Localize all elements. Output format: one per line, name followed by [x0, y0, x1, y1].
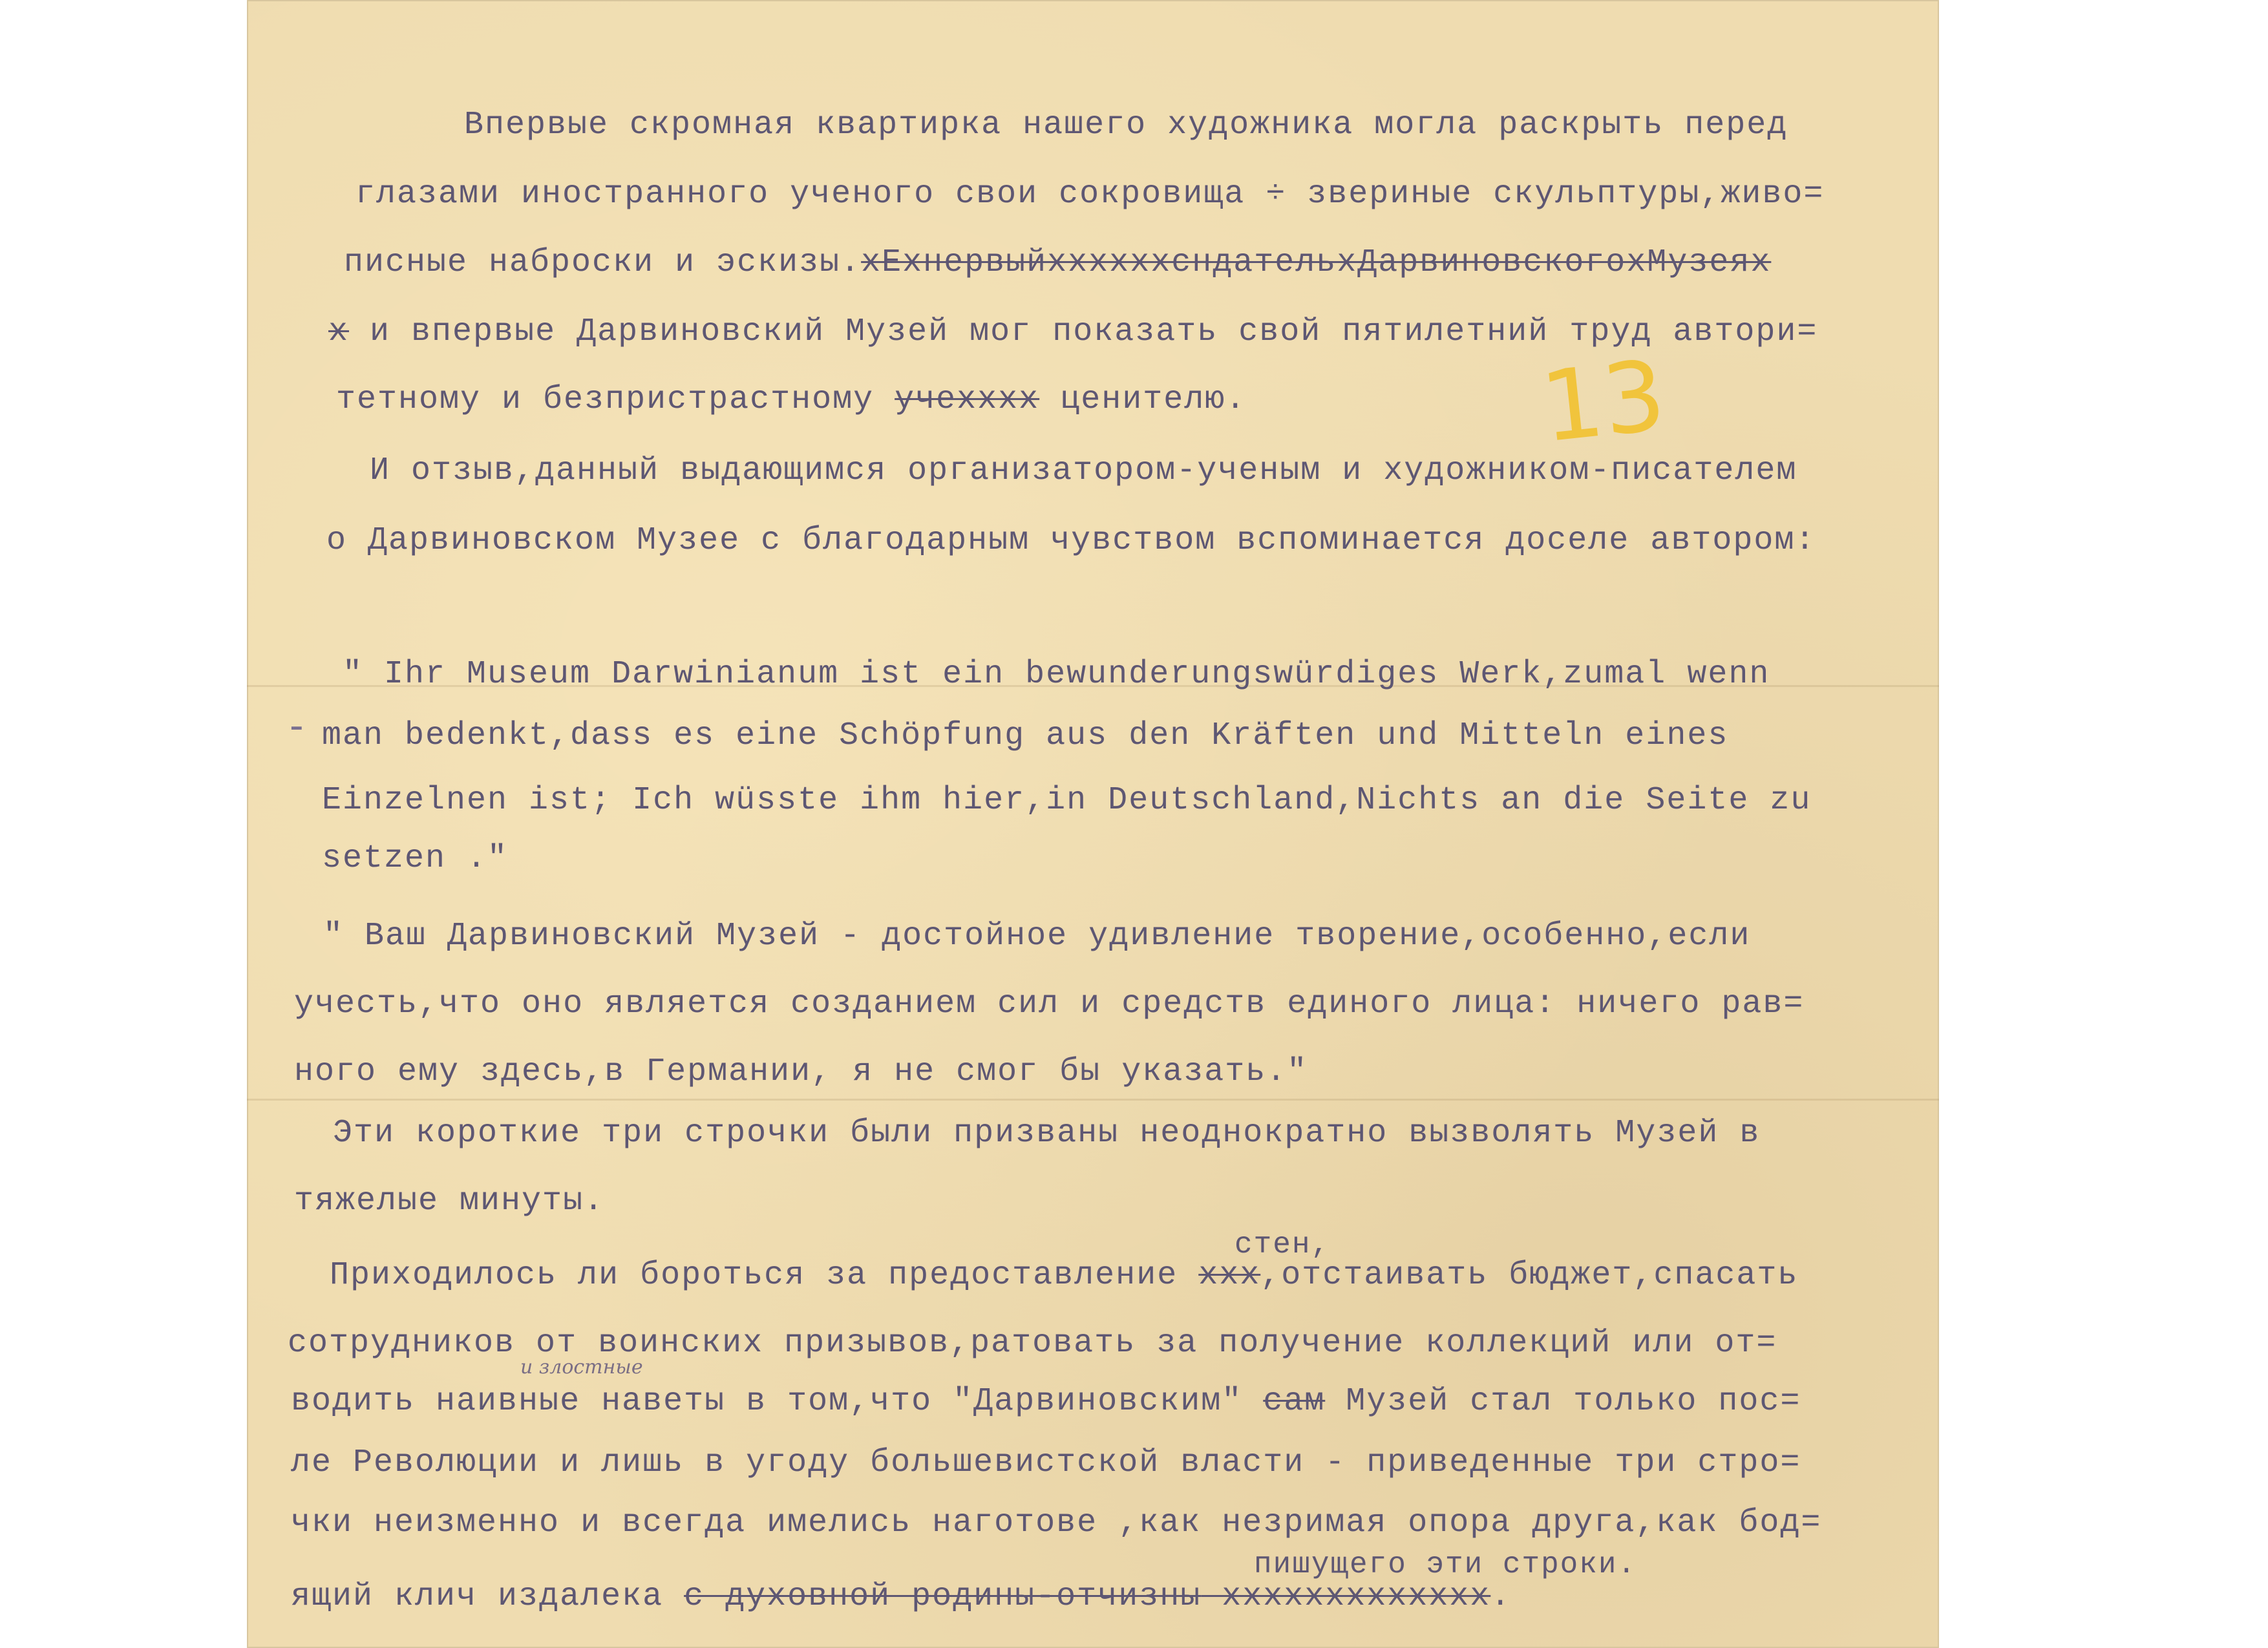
inserted-phrase-above: пишущего эти строки. [1254, 1548, 1637, 1581]
text-segment: ящий клич издалека [291, 1578, 684, 1615]
paragraph-4-line-5: чки неизменно и всегда имелись наготове ,как незримая опора друга,как бод= [291, 1505, 1822, 1541]
struck-text: сам [1263, 1383, 1326, 1420]
paragraph-2-line-1: И отзыв,данный выдающимся организатором-ученым и художником-писателем [370, 452, 1797, 489]
german-quote-line-4: setzen ." [322, 840, 509, 877]
german-quote-line-2: man bedenkt,dass es eine Schöpfung aus den Kräften und Mitteln eines [322, 717, 1729, 754]
russian-quote-line-2: учесть,что оно является созданием сил и средств единого лица: ничего рав= [294, 986, 1805, 1022]
text-segment: ценителю. [1039, 381, 1247, 418]
struck-text: х [328, 313, 350, 350]
struck-text: с духовной родины-отчизны [684, 1578, 1202, 1615]
text-segment: Приходилось ли бороться за предоставление [330, 1257, 1199, 1294]
paragraph-4-line-4: ле Революции и лишь в угоду большевистской власти - приведенные три стро= [291, 1444, 1801, 1481]
text-segment: ,отстаивать бюджет,спасать [1260, 1257, 1799, 1294]
paragraph-4-line-2: сотрудников от воинских призывов,ратовать за получение коллекций или от= [288, 1325, 1777, 1362]
inserted-word-above: стен, [1235, 1228, 1331, 1262]
paragraph-1-line-4 [328, 313, 1818, 350]
struck-text: учехххх [895, 381, 1040, 418]
text-segment: водить наивные наветы в том,что "Дарвиновским" [291, 1383, 1264, 1420]
margin-mark: - [290, 703, 304, 748]
paragraph-4-line-3 [291, 1383, 1801, 1420]
handwritten-insert: и злостные [520, 1356, 643, 1379]
paragraph-3-line-1: Эти короткие три строчки были призваны неоднократно вызволять Музей в [333, 1115, 1761, 1152]
paragraph-2-line-2: о Дарвиновском Музее с благодарным чувством вспоминается доселе автором: [326, 522, 1816, 559]
text-segment: . [1490, 1578, 1512, 1615]
paragraph-1-line-1: Впервые скромная квартирка нашего художника могла раскрыть перед [464, 107, 1788, 143]
german-quote-line-1: " Ihr Museum Darwinianum ist ein bewunderungswürdiges Werk,zumal wenn [343, 656, 1770, 693]
page-number-mark: 13 [1536, 339, 1671, 465]
paragraph-3-line-2: тяжелые минуты. [294, 1183, 605, 1220]
paragraph-1-line-2: глазами иностранного ученого свои сокровища ÷ звериные скульптуры,живо= [355, 176, 1825, 213]
struck-text: хЕхнервыйххххххсндательхДарвиновскогохМузеях [861, 244, 1772, 281]
paragraph-1-line-3 [344, 244, 1771, 281]
struck-text: ххххххххххххх [1201, 1578, 1491, 1615]
paragraph-4-line-6 [291, 1578, 1511, 1615]
text-segment: писные наброски и эскизы. [344, 244, 862, 281]
paper-fold [247, 1099, 1939, 1101]
text-segment: тетному и безпристрастному [336, 381, 895, 418]
struck-text: ххх [1198, 1257, 1261, 1294]
german-quote-line-3: Einzelnen ist; Ich wüsste ihm hier,in Deutschland,Nichts an die Seite zu [322, 782, 1812, 819]
text-segment: и впервые Дарвиновский Музей мог показать свой пятилетний труд автори= [370, 313, 1818, 350]
russian-quote-line-1: " Ваш Дарвиновский Музей - достойное удивление творение,особенно,если [323, 918, 1751, 955]
russian-quote-line-3: ного ему здесь,в Германии, я не смог бы указать." [294, 1053, 1308, 1090]
paragraph-4-line-1 [330, 1257, 1798, 1294]
text-segment: Музей стал только пос= [1325, 1383, 1801, 1420]
paragraph-1-line-5 [336, 381, 1246, 418]
